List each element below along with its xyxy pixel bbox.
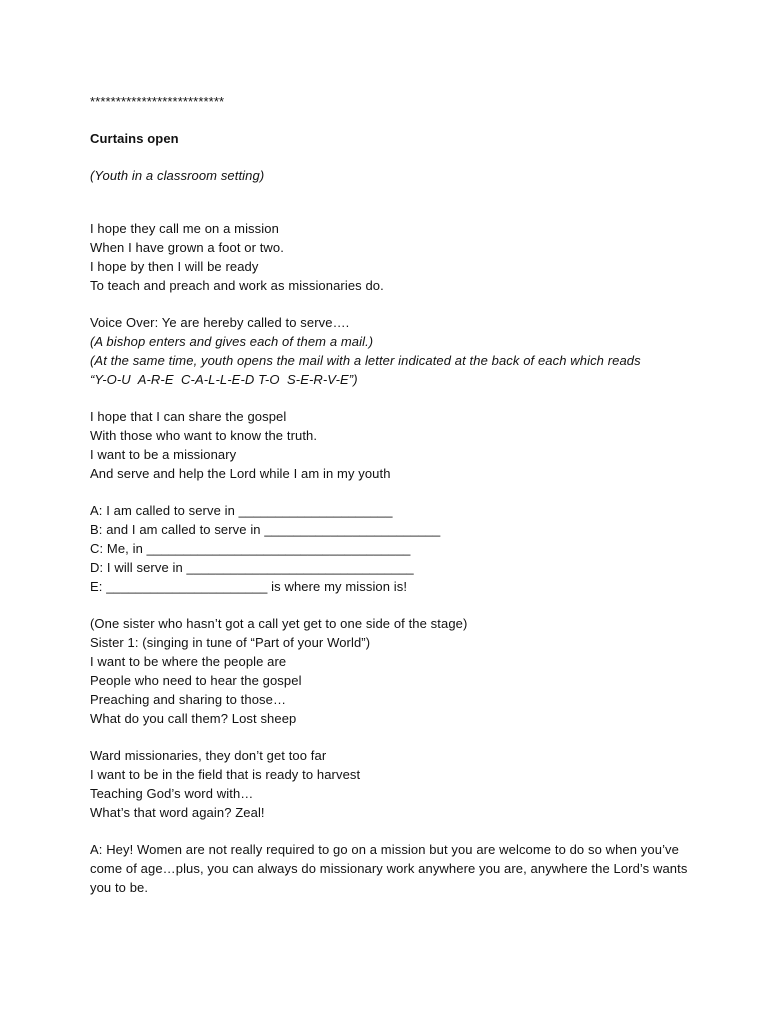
setting-direction: (Youth in a classroom setting) [90,168,265,183]
verse-line: I want to be a missionary [90,447,237,462]
song-stanza-1 [90,652,730,728]
verse-line: With those who want to know the truth. [90,428,318,443]
song-line: What do you call them? Lost sheep [90,711,297,726]
stage-direction: (One sister who hasn’t got a call yet get to one side of the stage) [90,616,468,631]
song-stanza-2 [90,746,730,822]
separator: ************************** [90,94,225,109]
scene-heading: Curtains open [90,131,179,146]
song-line: People who need to hear the gospel [90,673,302,688]
verse-line: I hope they call me on a mission [90,221,279,236]
closing-dialogue: A: Hey! Women are not really required to go on a mission but you are welcome to do so when you’ve come of age…plus, you can always do missionary work anywhere you are, anywhere the Lord’s wants you to be. [90,842,688,895]
script-page [90,92,730,897]
verse-2 [90,407,730,483]
verse-line: I hope that I can share the gospel [90,409,287,424]
verse-line: When I have grown a foot or two. [90,240,284,255]
song-line: I want to be in the field that is ready to harvest [90,767,361,782]
sister-cue: Sister 1: (singing in tune of “Part of your World”) [90,635,371,650]
call-line: C: Me, in ____________________________________ [90,541,411,556]
verse-1 [90,219,730,295]
voice-over: Voice Over: Ye are hereby called to serve…. [90,315,350,330]
call-line: A: I am called to serve in _____________________ [90,503,393,518]
call-lines [90,501,730,596]
stage-direction: (At the same time, youth opens the mail with a letter indicated at the back of each which reads [90,353,641,368]
stage-direction: “Y-O-U A-R-E C-A-L-L-E-D T-O S-E-R-V-E”) [90,372,358,387]
verse-line: I hope by then I will be ready [90,259,259,274]
call-line: D: I will serve in _______________________________ [90,560,414,575]
stage-direction: (A bishop enters and gives each of them a mail.) [90,334,374,349]
call-line: B: and I am called to serve in ________________________ [90,522,441,537]
song-line: Teaching God’s word with… [90,786,254,801]
call-line: E: ______________________ is where my mission is! [90,579,408,594]
song-line: Preaching and sharing to those… [90,692,287,707]
song-line: I want to be where the people are [90,654,287,669]
verse-line: And serve and help the Lord while I am in my youth [90,466,391,481]
song-line: What’s that word again? Zeal! [90,805,265,820]
verse-line: To teach and preach and work as missionaries do. [90,278,384,293]
song-line: Ward missionaries, they don’t get too far [90,748,327,763]
